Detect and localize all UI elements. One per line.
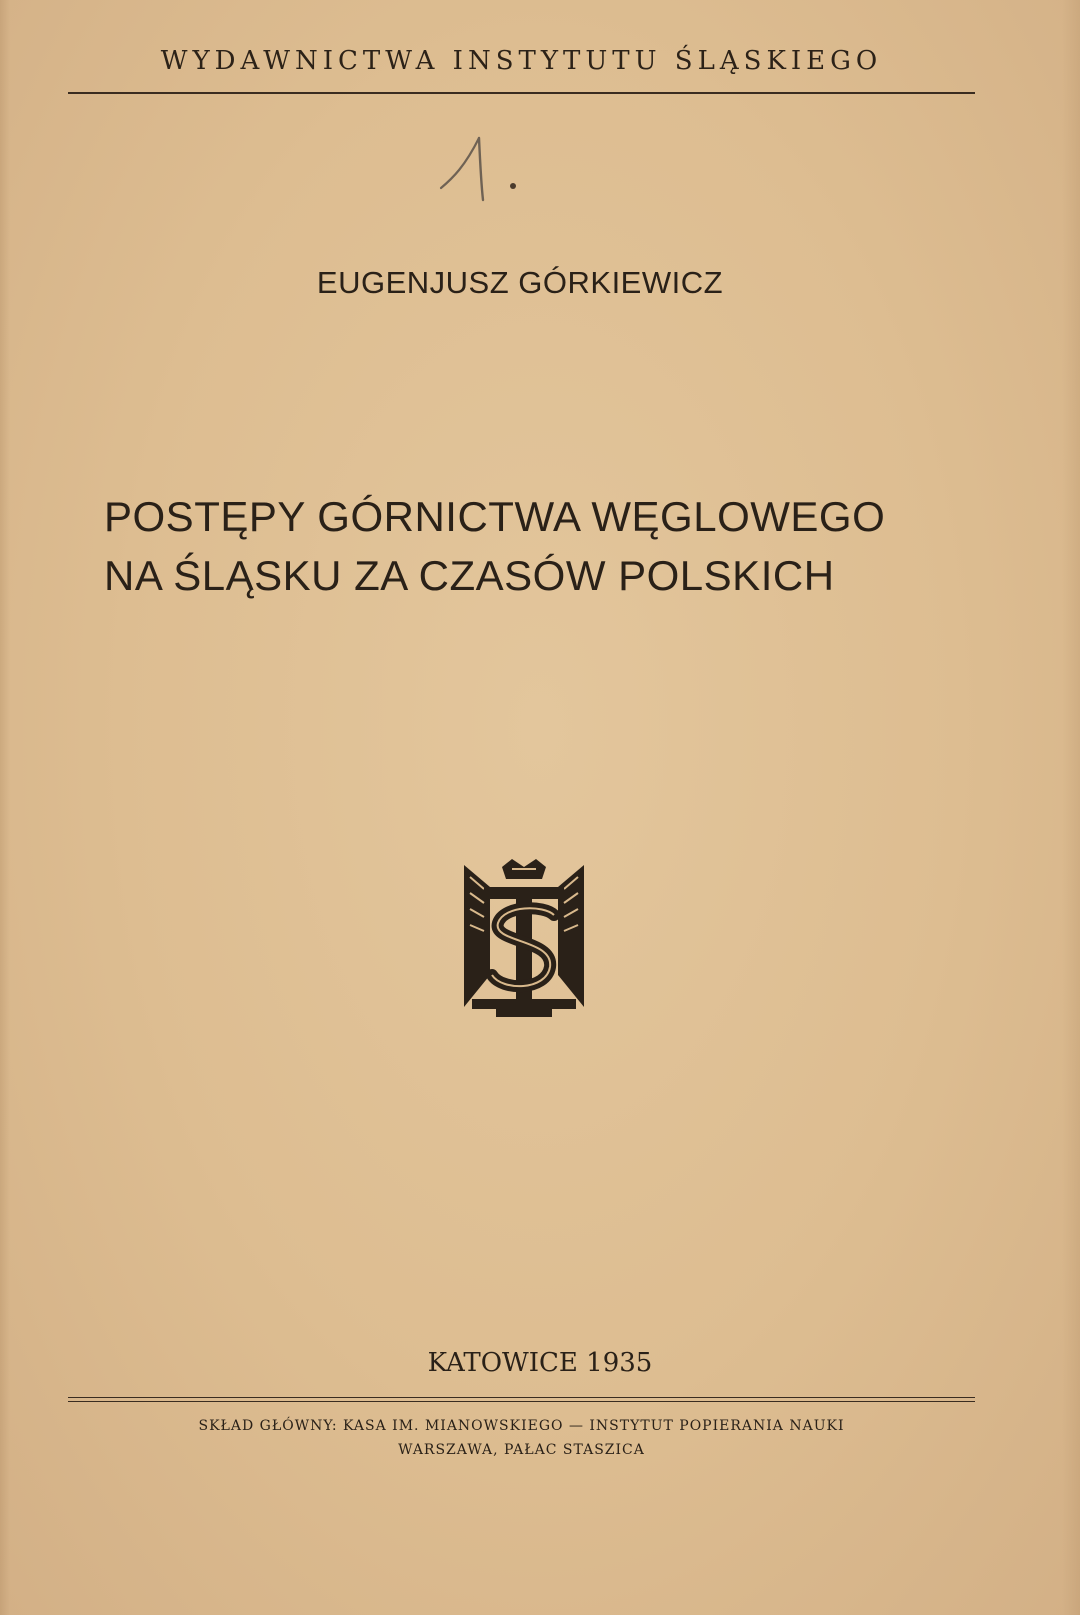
handwritten-volume-number <box>435 130 545 210</box>
author-name: EUGENJUSZ GÓRKIEWICZ <box>316 265 724 300</box>
imprint-line-2: WARSZAWA, PAŁAC STASZICA <box>398 1442 645 1458</box>
title-line-2: NA ŚLĄSKU ZA CZASÓW POLSKICH <box>104 552 835 599</box>
imprint-line-1: SKŁAD GŁÓWNY: KASA IM. MIANOWSKIEGO — INSTYTUT POPIERANIA NAUKI <box>198 1418 845 1434</box>
publisher-series: WYDAWNICTWA INSTYTUTU ŚLĄSKIEGO <box>160 46 883 76</box>
place-and-year: KATOWICE 1935 <box>427 1348 653 1378</box>
distribution-imprint <box>68 1414 975 1462</box>
institute-emblem-icon <box>462 857 586 1019</box>
title-line-1: POSTĘPY GÓRNICTWA WĘGLOWEGO <box>104 493 886 540</box>
footer-rule <box>68 1397 975 1402</box>
header-rule <box>68 92 975 94</box>
book-title <box>104 487 944 605</box>
